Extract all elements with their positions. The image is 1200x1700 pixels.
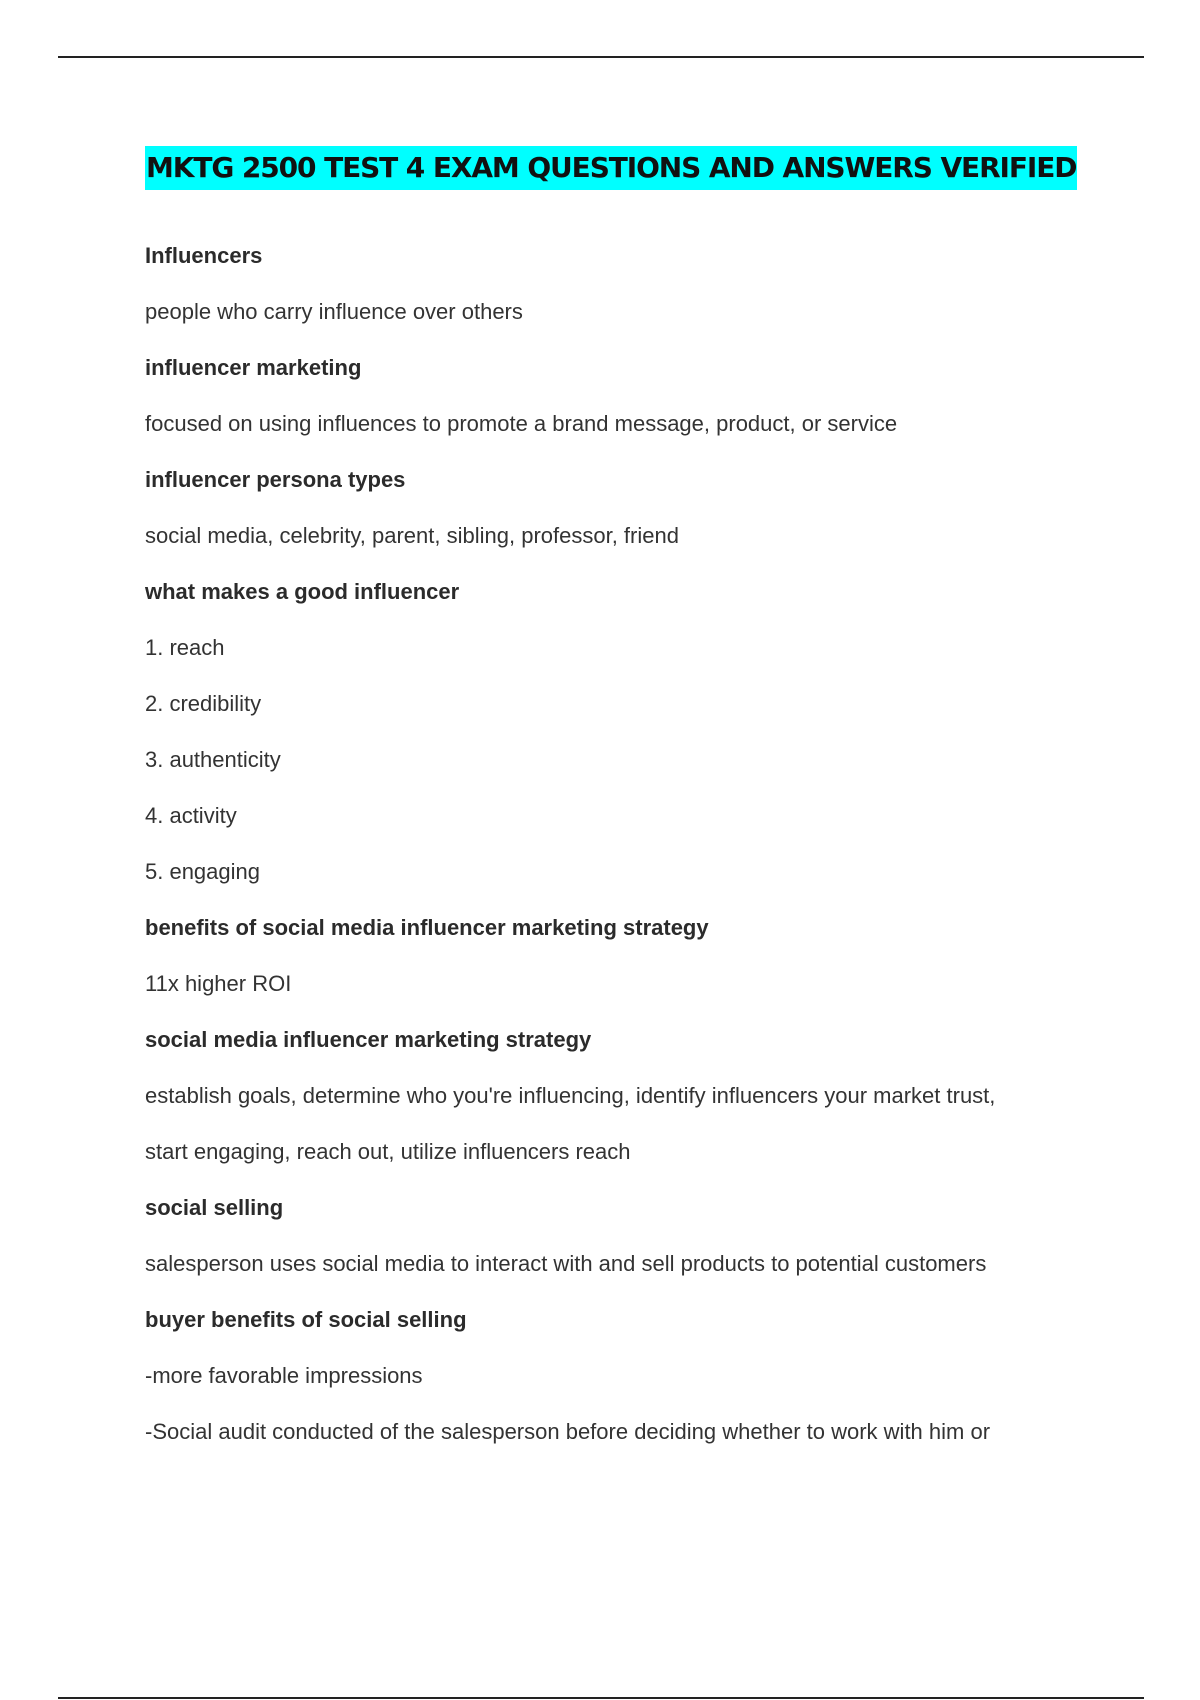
definition-line: -Social audit conducted of the salesperson before deciding whether to work with him or	[145, 1419, 991, 1444]
definition-line: start engaging, reach out, utilize influencers reach	[145, 1139, 631, 1164]
definition-line: social media, celebrity, parent, sibling, professor, friend	[145, 523, 679, 548]
definition-line: -more favorable impressions	[145, 1363, 423, 1388]
term-line: social media influencer marketing strategy	[145, 1027, 592, 1052]
definition-line: salesperson uses social media to interact with and sell products to potential customers	[145, 1251, 987, 1276]
list-item: 3. authenticity	[145, 747, 281, 772]
term-line: buyer benefits of social selling	[145, 1307, 467, 1332]
document-body	[145, 228, 1095, 1460]
document-title: MKTG 2500 TEST 4 EXAM QUESTIONS AND ANSWERS VERIFIED	[145, 146, 1077, 190]
term-line: influencer marketing	[145, 355, 362, 380]
term-line: Influencers	[145, 243, 263, 268]
term-line: benefits of social media influencer marketing strategy	[145, 915, 709, 940]
definition-line: focused on using influences to promote a brand message, product, or service	[145, 411, 898, 436]
list-item: 5. engaging	[145, 859, 260, 884]
definition-line: establish goals, determine who you're influencing, identify influencers your market trust,	[145, 1083, 996, 1108]
bottom-rule	[58, 1697, 1144, 1699]
list-item: 2. credibility	[145, 691, 262, 716]
list-item: 4. activity	[145, 803, 237, 828]
definition-line: people who carry influence over others	[145, 299, 523, 324]
term-line: social selling	[145, 1195, 284, 1220]
term-line: what makes a good influencer	[145, 579, 460, 604]
top-rule	[58, 56, 1144, 58]
term-line: influencer persona types	[145, 467, 406, 492]
title-block	[145, 146, 1077, 190]
list-item: 1. reach	[145, 635, 225, 660]
definition-line: 11x higher ROI	[145, 971, 292, 996]
